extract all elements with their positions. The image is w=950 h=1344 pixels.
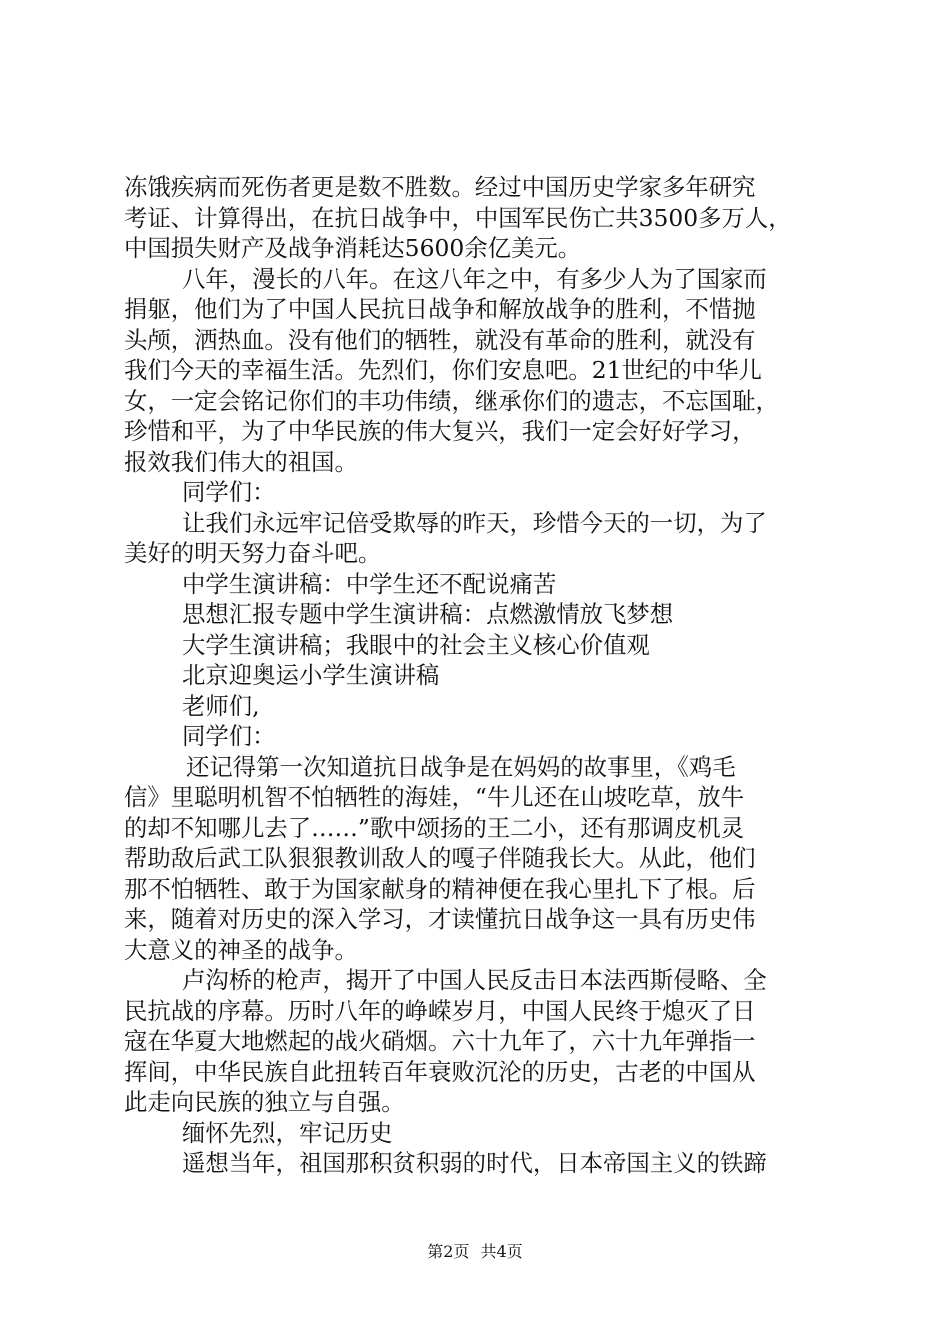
text-line: 女，一定会铭记你们的丰功伟绩，继承你们的遗志，不忘国耻， [124,386,779,415]
text-line: 信》里聪明机智不怕牺牲的海娃，“牛儿还在山坡吃草，放牛 [124,783,745,811]
text-line: 大意义的神圣的战争。 [124,935,358,964]
salutation-line: 同学们： [182,722,276,750]
text-line: 美好的明天努力奋斗吧。 [124,539,382,567]
text-line: 民抗战的序幕。历时八年的峥嵘岁月，中国人民终于熄灭了日 [124,996,756,1025]
text-line: 那不怕牺牲、敢于为国家献身的精神便在我心里扎下了根。后 [124,874,756,903]
text-line: 来，随着对历史的深入学习，才读懂抗日战争这一具有历史伟 [124,905,756,933]
page-footer [0,1242,950,1262]
page-number: 第2页 [427,1242,470,1261]
text-line: 的却不知哪儿去了……”歌中颂扬的王二小，还有那调皮机灵 [124,813,745,842]
paragraph-start-line: 还记得第一次知道抗日战争是在妈妈的故事里，《鸡毛 [186,752,736,781]
paragraph-start-line: 卢沟桥的枪声，揭开了中国人民反击日本法西斯侵略、全 [182,966,767,994]
text-line: 报效我们伟大的祖国。 [124,447,358,476]
heading-line: 缅怀先烈，牢记历史 [182,1118,393,1147]
text-line: 冻饿疾病而死伤者更是数不胜数。经过中国历史学家多年研究 [124,173,756,201]
salutation-line: 老师们, [182,691,260,720]
text-line: 捐躯，他们为了中国人民抗日战争和解放战争的胜利，不惜抛 [124,295,756,323]
heading-line: 思想汇报专题中学生演讲稿：点燃激情放飞梦想 [182,600,674,628]
text-line: 我们今天的幸福生活。先烈们，你们安息吧。21世纪的中华儿 [124,356,762,384]
text-line: 头颅，洒热血。没有他们的牺牲，就没有革命的胜利，就没有 [124,325,756,354]
text-line: 考证、计算得出，在抗日战争中，中国军民伤亡共3500多万人， [124,203,792,232]
document-body [124,172,832,1179]
heading-line: 北京迎奥运小学生演讲稿 [182,661,440,689]
paragraph-start-line: 遥想当年，祖国那积贫积弱的时代，日本帝国主义的铁蹄 [182,1149,767,1177]
paragraph-start-line: 让我们永远牢记倍受欺辱的昨天，珍惜今天的一切，为了 [182,508,767,537]
page-total: 共4页 [480,1242,523,1261]
salutation-line: 同学们： [182,478,276,506]
text-line: 中国损失财产及战争消耗达5600余亿美元。 [124,234,582,262]
paragraph-start-line: 八年，漫长的八年。在这八年之中，有多少人为了国家而 [182,264,767,293]
text-line: 挥间，中华民族自此扭转百年衰败沉沦的历史，古老的中国从 [124,1057,756,1086]
text-line: 帮助敌后武工队狠狠教训敌人的嘎子伴随我长大。从此，他们 [124,844,756,872]
heading-line: 中学生演讲稿：中学生还不配说痛苦 [182,569,557,598]
heading-line: 大学生演讲稿；我眼中的社会主义核心价值观 [182,630,650,659]
text-line: 此走向民族的独立与自强。 [124,1088,405,1116]
text-line: 珍惜和平，为了中华民族的伟大复兴，我们一定会好好学习， [124,417,756,445]
text-line: 寇在华夏大地燃起的战火硝烟。六十九年了，六十九年弹指一 [124,1027,756,1055]
